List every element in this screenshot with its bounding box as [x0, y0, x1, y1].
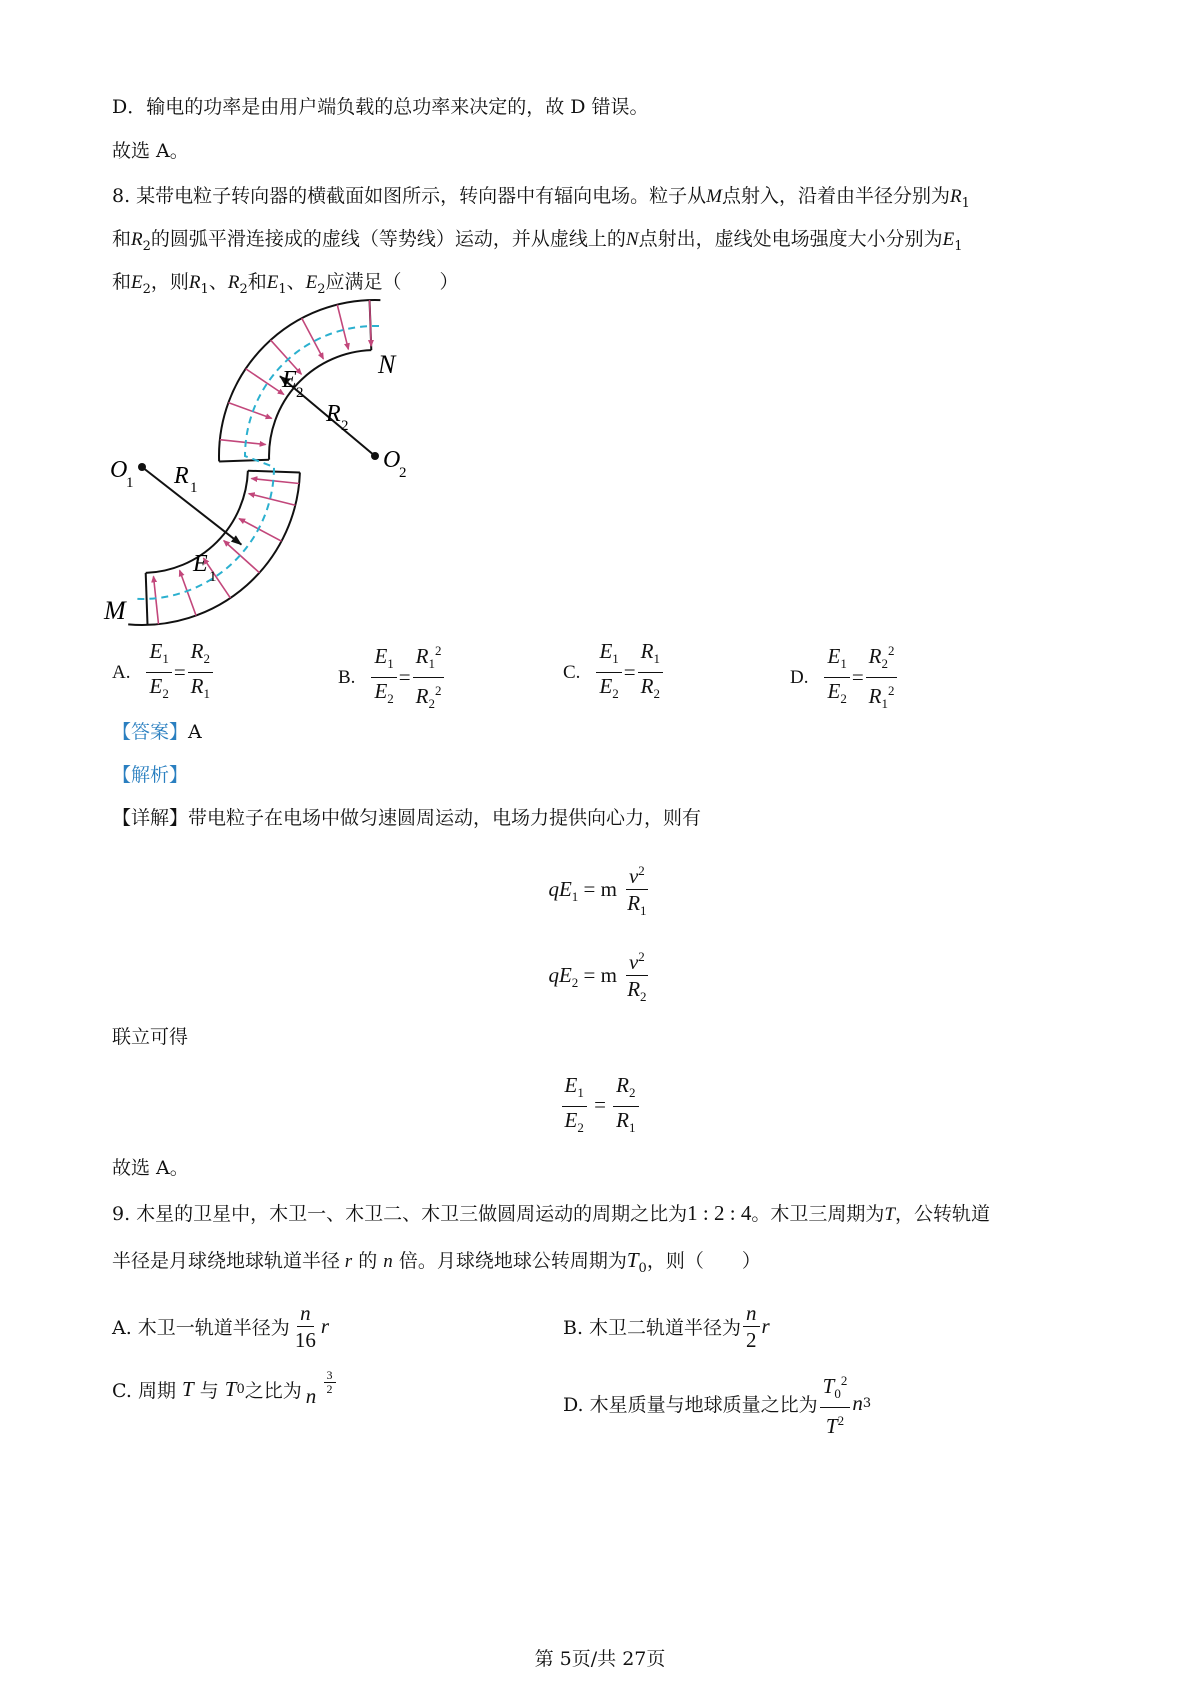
label-o2: O: [383, 447, 401, 473]
field-arrow-upper: [228, 403, 271, 419]
field-arrow-upper: [370, 300, 372, 346]
combine-line: 联立可得: [112, 1026, 189, 1048]
field-arrow-lower: [153, 576, 158, 624]
radius-r1-arrow: [142, 467, 241, 545]
o2-point: [371, 452, 379, 460]
q8-line3: 和$E_2$，则$R_1$、$R_2$和$E_1$、$E_2$应满足（ ）: [112, 271, 459, 297]
choose-a-line: 故选 A。: [112, 140, 189, 162]
q8-option-a: A. $\frac{E_1}{E_2}$ = $\frac{R_2}{R_1}$: [112, 638, 215, 707]
particle-deflector-figure: [104, 335, 450, 655]
q9-line1: 9. 木星的卫星中，木卫一、木卫二、木卫三做圆周运动的周期之比为1 : 2 : 4。木卫三周期为T，公转轨道: [112, 1201, 990, 1225]
field-arrow-upper: [246, 369, 284, 395]
q9-option-a: A. 木卫一轨道半径为 $\frac{n}{16}$ r: [112, 1301, 329, 1352]
q9-option-b: B. 木卫二轨道半径为 $\frac{n}{2}$ r: [563, 1301, 770, 1352]
label-e1-sub: 1: [209, 569, 217, 585]
q8-option-c: C. $\frac{E_1}{E_2}$ = $\frac{R_1}{R_2}$: [563, 638, 665, 707]
field-arrow-upper: [337, 305, 348, 350]
field-arrow-lower: [251, 478, 299, 483]
equation-2: $qE_2 = m$ $\frac{v^2}{R_2}$: [0, 944, 1200, 1010]
field-arrow-lower: [249, 494, 296, 506]
o1-point: [138, 463, 146, 471]
label-e2-sub: 2: [296, 385, 304, 401]
page-footer: 第 5页/共 27页: [534, 1648, 666, 1670]
equation-1: $qE_1 = m$ $\frac{v^2}{R_1}$: [0, 858, 1200, 924]
analysis-tag: 【解析】: [112, 764, 189, 786]
equation-3: $\frac{E_1}{E_2}$ = $\frac{R_2}{R_1}$: [0, 1072, 1200, 1141]
lower-outer-wall: [128, 473, 300, 626]
q8-line2: 和$R_2$的圆弧平滑连接成的虚线（等势线）运动，并从虚线上的N点射出，虚线处电场强度大小分别为$E_1$: [112, 228, 963, 254]
label-m: M: [104, 596, 126, 625]
lower-end-cap: [146, 573, 148, 625]
q9-option-d: D. 木星质量与地球质量之比为 $\frac{T_0^2}{T^2}$ n 3: [563, 1368, 871, 1439]
upper-gap-cap: [219, 460, 269, 462]
choose-a-line-2: 故选 A。: [112, 1157, 189, 1179]
label-e2: E: [282, 367, 297, 393]
field-arrow-lower: [239, 519, 281, 542]
label-o1: O: [110, 457, 128, 483]
deflector-walls: [128, 300, 380, 625]
answer-line: 【答案】A: [112, 721, 202, 743]
label-n: N: [378, 350, 396, 379]
q8-line1: 8. 某带电粒子转向器的横截面如图所示，转向器中有辐向电场。粒子从M点射入，沿着由半径分别为$R_1$: [112, 185, 970, 211]
q9-line2: 半径是月球绕地球轨道半径 r 的 n 倍。月球绕地球公转周期为$T_0$，则（ ）: [112, 1248, 761, 1276]
q9-option-c: C. 周期 T 与 T 0 之比为 n $\frac{3}{2}$: [112, 1376, 338, 1404]
label-r1-sub: 1: [190, 480, 198, 496]
field-arrow-upper: [220, 440, 266, 445]
label-r2: R: [326, 401, 341, 427]
field-arrow-lower: [180, 570, 196, 615]
label-r1: R: [174, 463, 189, 489]
detail-line: 【详解】带电粒子在电场中做匀速圆周运动，电场力提供向心力，则有: [112, 807, 702, 829]
label-o1-sub: 1: [126, 475, 134, 491]
field-arrow-lower: [224, 541, 260, 573]
q8-option-b: B. $\frac{E_1}{E_2}$ = $\frac{R_1^2}{R_2^2}$: [338, 638, 446, 717]
q8-option-d: D. $\frac{E_1}{E_2}$ = $\frac{R_2^2}{R_1^2}$: [790, 638, 899, 717]
label-o2-sub: 2: [399, 465, 407, 481]
label-r2-sub: 2: [341, 418, 349, 434]
label-e1: E: [193, 551, 208, 577]
text-line-d: D．输电的功率是由用户端负载的总功率来决定的，故 D 错误。: [112, 96, 649, 118]
